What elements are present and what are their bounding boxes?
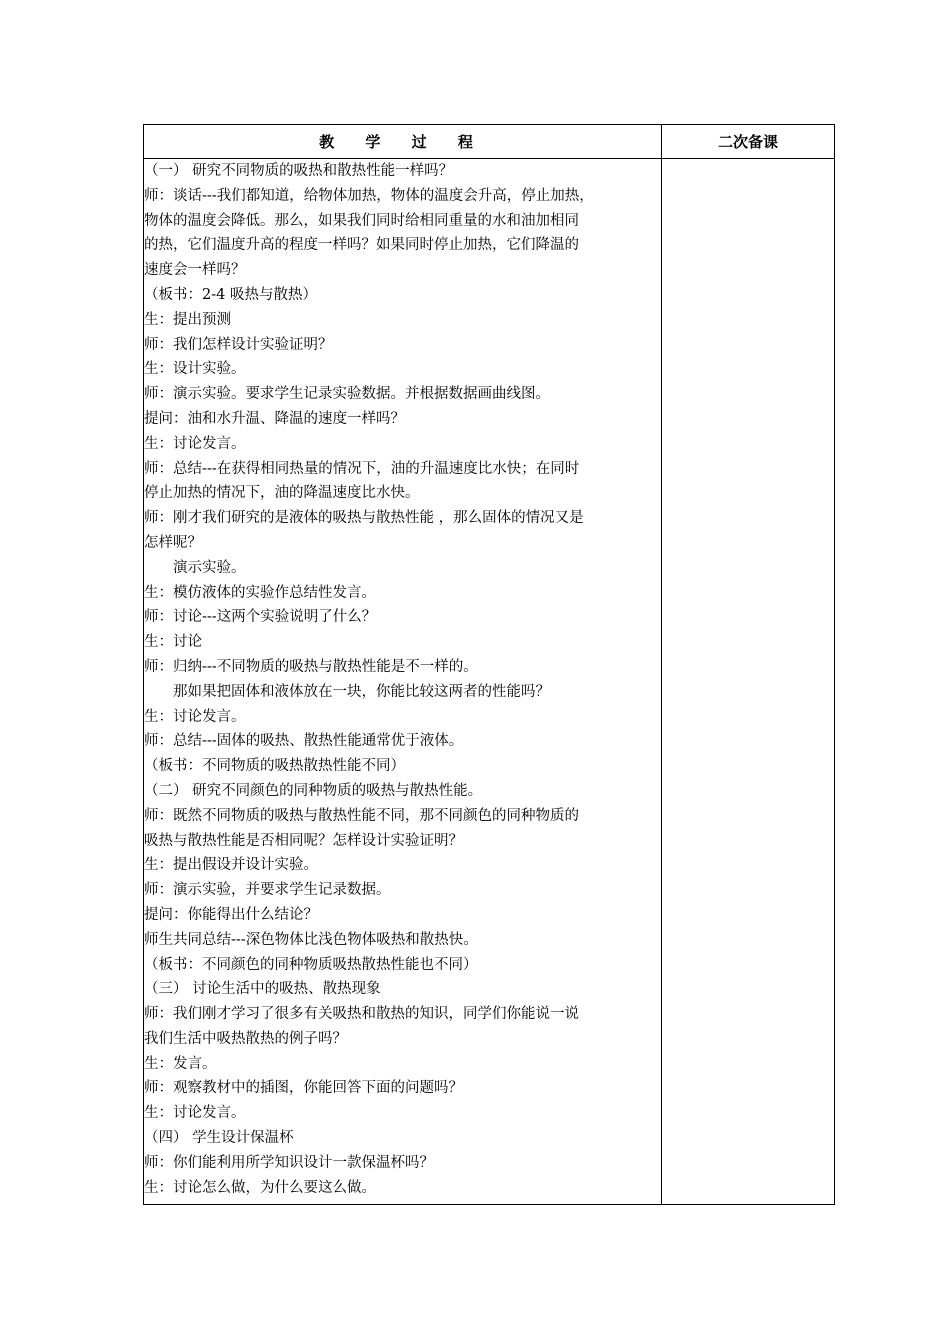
text-line: （三） 讨论生活中的吸热、散热现象: [144, 981, 381, 998]
text-line: 我们生活中吸热散热的例子吗？: [144, 1030, 347, 1047]
text-line: 师：演示实验，并要求学生记录数据。: [144, 882, 391, 899]
text-line: 速度会一样吗？: [144, 262, 246, 279]
text-line: （板书：2-4 吸热与散热）: [144, 286, 317, 303]
text-line: 生：模仿液体的实验作总结性发言。: [144, 584, 376, 601]
text-line: 师：讨论---这两个实验说明了什么？: [144, 609, 377, 626]
text-line: 师生共同总结---深色物体比浅色物体吸热和散热快。: [144, 931, 478, 948]
text-line: 物体的温度会降低。那么，如果我们同时给相同重量的水和油加相同: [144, 212, 579, 229]
text-line: 师：我们刚才学习了很多有关吸热和散热的知识，同学们你能说一说: [144, 1006, 579, 1023]
text-line: 吸热与散热性能是否相同呢？怎样设计实验证明？: [144, 832, 463, 849]
text-line: 的热，它们温度升高的程度一样吗？如果同时停止加热，它们降温的: [144, 237, 579, 254]
text-line: 生：讨论怎么做，为什么要这么做。: [144, 1179, 376, 1196]
text-line: 那如果把固体和液体放在一块，你能比较这两者的性能吗？: [173, 683, 550, 700]
text-line: 师：演示实验。要求学生记录实验数据。并根据数据画曲线图。: [144, 386, 550, 403]
header-second-preparation: 二次备课: [662, 125, 835, 159]
teaching-process-cell: [144, 159, 662, 1205]
text-line: 师：刚才我们研究的是液体的吸热与散热性能 ，那么固体的情况又是: [144, 510, 584, 527]
text-line: 演示实验。: [173, 559, 246, 576]
text-line: 师：观察教材中的插图，你能回答下面的问题吗？: [144, 1080, 463, 1097]
text-line: （板书：不同物质的吸热散热性能不同）: [144, 758, 405, 775]
text-line: 师：总结---固体的吸热、散热性能通常优于液体。: [144, 733, 464, 750]
text-line: 师：我们怎样设计实验证明？: [144, 336, 333, 353]
text-line: 生：讨论发言。: [144, 708, 246, 725]
text-line: 生：讨论: [144, 634, 202, 651]
text-line: 生：发言。: [144, 1055, 217, 1072]
content-row: [144, 159, 835, 1205]
text-line: 停止加热的情况下，油的降温速度比水快。: [144, 485, 420, 502]
lesson-table: [143, 124, 835, 1205]
text-line: 生：提出预测: [144, 311, 231, 328]
text-line: （四） 学生设计保温杯: [144, 1130, 294, 1147]
text-line: 生：讨论发言。: [144, 1105, 246, 1122]
text-line: 生：讨论发言。: [144, 435, 246, 452]
second-preparation-cell: [662, 159, 835, 1205]
text-line: 师：归纳---不同物质的吸热与散热性能是不一样的。: [144, 658, 478, 675]
text-line: （二） 研究不同颜色的同种物质的吸热与散热性能。: [144, 782, 483, 799]
text-line: 提问：你能得出什么结论？: [144, 906, 318, 923]
text-line: 提问：油和水升温、降温的速度一样吗？: [144, 410, 405, 427]
text-line: 师：总结---在获得相同热量的情况下，油的升温速度比水快；在同时: [144, 460, 580, 477]
text-line: 生：提出假设并设计实验。: [144, 857, 318, 874]
text-line: （一） 研究不同物质的吸热和散热性能一样吗？: [144, 163, 454, 179]
header-row: [144, 125, 835, 159]
text-line: 师：你们能利用所学知识设计一款保温杯吗？: [144, 1154, 434, 1171]
text-line: 生：设计实验。: [144, 361, 246, 378]
text-line: 怎样呢？: [144, 534, 202, 551]
text-line: 师：既然不同物质的吸热与散热性能不同，那不同颜色的同种物质的: [144, 807, 579, 824]
text-line: 师：谈话---我们都知道，给物体加热，物体的温度会升高，停止加热，: [144, 187, 594, 204]
text-line: （板书：不同颜色的同种物质吸热散热性能也不同）: [144, 956, 478, 973]
header-teaching-process: 教 学 过 程: [144, 125, 662, 159]
